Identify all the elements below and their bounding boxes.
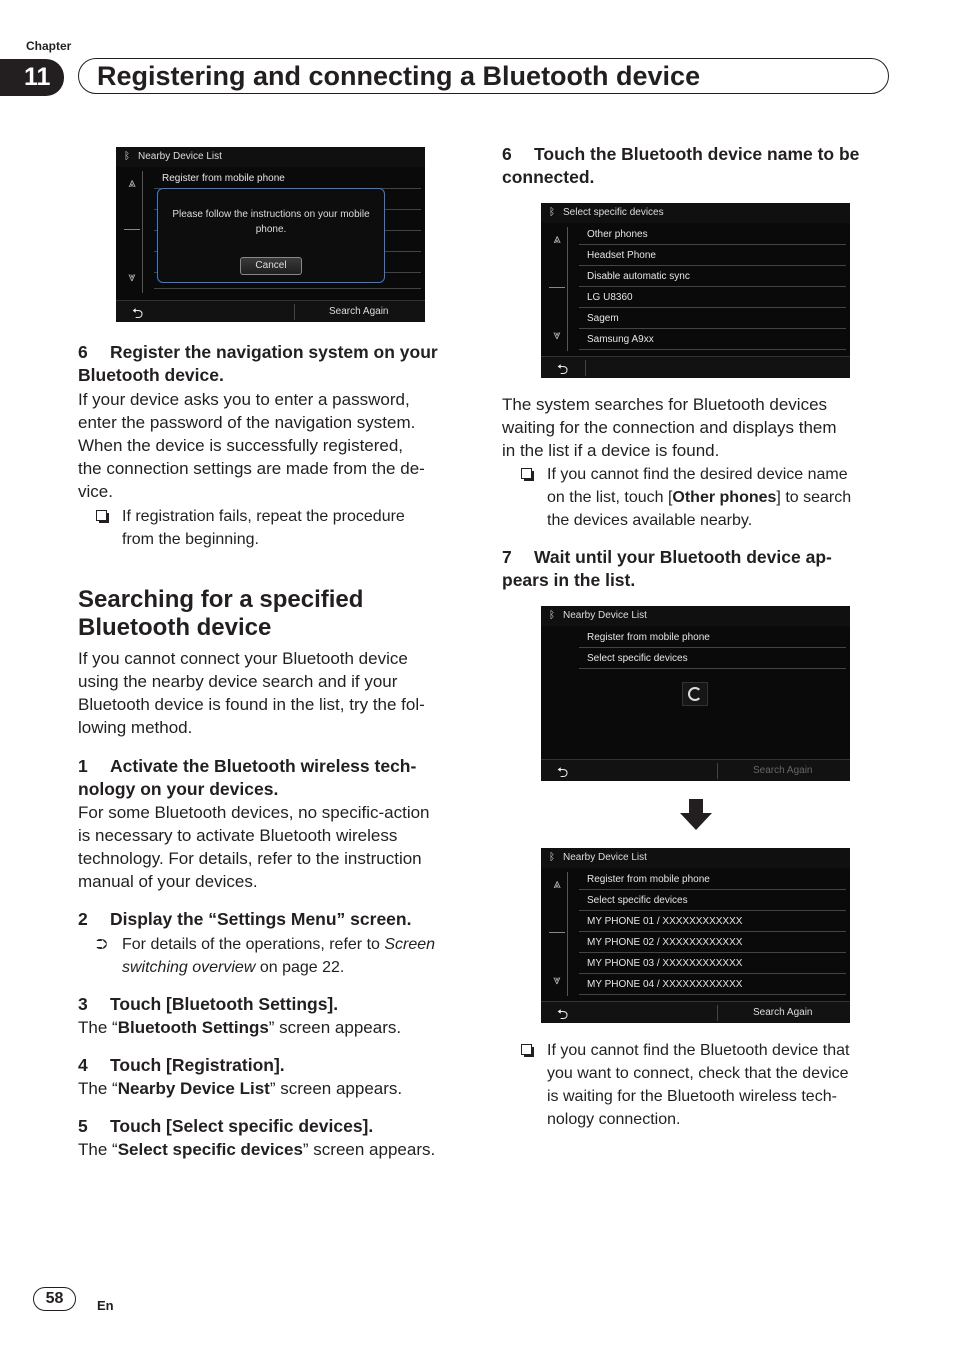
note-checkbox-icon xyxy=(521,1044,532,1055)
search-again-button[interactable]: Search Again xyxy=(753,1007,813,1018)
step-heading xyxy=(78,1054,468,1077)
scroll-divider xyxy=(549,932,565,933)
bluetooth-icon: ᛒ xyxy=(549,610,555,621)
body-paragraph xyxy=(78,388,468,503)
step-heading xyxy=(78,755,468,801)
step-number: 4 xyxy=(78,1055,88,1075)
text-line: The system searches for Bluetooth devices xyxy=(502,395,828,414)
bluetooth-icon: ᛒ xyxy=(549,207,555,218)
text-line: If you cannot connect your Bluetooth device xyxy=(78,649,408,668)
text-line: For some Bluetooth devices, no specific-action xyxy=(78,803,430,822)
screenshot-nearby-device-list-dialog xyxy=(116,147,425,322)
list-item[interactable]: MY PHONE 03 / XXXXXXXXXXXX xyxy=(579,953,846,974)
text-line: the connection settings are made from the de- xyxy=(78,459,425,478)
text: on the list, touch [ xyxy=(547,489,673,506)
screen-title-bar xyxy=(541,848,850,868)
body-paragraph xyxy=(78,1077,468,1100)
text-line: the devices available nearby. xyxy=(547,512,753,529)
text-line: manual of your devices. xyxy=(78,872,258,891)
step-heading xyxy=(78,908,468,931)
text-line: from the beginning. xyxy=(122,531,259,548)
list-item[interactable]: Headset Phone xyxy=(579,245,846,266)
page-number: 58 xyxy=(33,1287,76,1311)
list-item[interactable]: MY PHONE 04 / XXXXXXXXXXXX xyxy=(579,974,846,995)
search-again-button[interactable]: Search Again xyxy=(753,765,813,776)
scroll-divider xyxy=(549,287,565,288)
device-list xyxy=(579,869,846,995)
step-number: 7 xyxy=(502,547,512,567)
reference-link[interactable]: switching overview xyxy=(122,959,256,976)
screenshot-select-specific-devices xyxy=(541,203,850,378)
body-paragraph xyxy=(78,1138,468,1161)
step-heading xyxy=(78,993,468,1016)
text-line: nology connection. xyxy=(547,1111,681,1128)
back-icon[interactable]: ⮌ xyxy=(557,1006,569,1022)
text-line: Bluetooth device is found in the list, try the fol- xyxy=(78,695,425,714)
scroll-up-icon[interactable]: ⩓ xyxy=(553,876,561,891)
text: on page 22. xyxy=(255,959,345,976)
reference-link[interactable]: Screen xyxy=(384,936,436,953)
step-title: Display the “Settings Menu” screen. xyxy=(110,909,412,929)
arrow-down-icon xyxy=(680,799,712,831)
language-code: En xyxy=(97,1298,114,1313)
dialog-line: Please follow the instructions on your mobile xyxy=(172,209,370,220)
back-icon[interactable]: ⮌ xyxy=(557,764,569,780)
screen-title-bar xyxy=(541,606,850,626)
list-item[interactable]: Register from mobile phone xyxy=(579,627,846,648)
text: For details of the operations, refer to xyxy=(122,936,385,953)
text-line: If your device asks you to enter a password, xyxy=(78,390,410,409)
list-item[interactable]: Sagem xyxy=(579,308,846,329)
text: ” screen appears. xyxy=(302,1140,436,1159)
step-title: connected. xyxy=(502,167,595,187)
text-line: technology. For details, refer to the instruction xyxy=(78,849,422,868)
scroll-bar[interactable] xyxy=(546,872,568,996)
list-item[interactable]: Select specific devices xyxy=(579,890,846,911)
bluetooth-icon: ᛒ xyxy=(124,151,130,162)
heading-line: Searching for a specified xyxy=(78,586,364,613)
note-checkbox-icon xyxy=(96,510,107,521)
loading-spinner-icon xyxy=(682,682,708,706)
text-line: you want to connect, check that the device xyxy=(547,1065,849,1082)
step-title: Touch [Registration]. xyxy=(110,1055,285,1075)
note xyxy=(547,1039,892,1131)
back-icon[interactable]: ⮌ xyxy=(132,305,144,321)
list-item[interactable]: Register from mobile phone xyxy=(154,168,421,189)
text-line: If you cannot find the desired device name xyxy=(547,466,848,483)
device-list xyxy=(579,627,846,669)
list-item[interactable]: Select specific devices xyxy=(579,648,846,669)
screen-title-bar xyxy=(116,147,425,167)
scroll-down-icon[interactable]: ⩔ xyxy=(128,269,136,284)
bluetooth-icon: ᛒ xyxy=(549,852,555,863)
list-item[interactable]: Samsung A9xx xyxy=(579,329,846,350)
bold-term: Bluetooth Settings xyxy=(117,1018,269,1037)
step-heading xyxy=(78,341,468,387)
divider xyxy=(585,360,586,376)
step-number: 1 xyxy=(78,756,88,776)
text-line: enter the password of the navigation system. xyxy=(78,413,416,432)
scroll-up-icon[interactable]: ⩓ xyxy=(128,175,136,190)
step-title: nology on your devices. xyxy=(78,779,279,799)
text-line: in the list if a device is found. xyxy=(502,441,720,460)
text: ” screen appears. xyxy=(269,1079,403,1098)
list-item[interactable]: LG U8360 xyxy=(579,287,846,308)
step-number: 6 xyxy=(78,342,88,362)
step-title: Bluetooth device. xyxy=(78,365,224,385)
scroll-bar[interactable] xyxy=(546,227,568,351)
cancel-button[interactable]: Cancel xyxy=(240,257,302,275)
note xyxy=(122,505,462,551)
scroll-down-icon[interactable]: ⩔ xyxy=(553,972,561,987)
dialog-message xyxy=(158,207,384,237)
step-title: Touch [Select specific devices]. xyxy=(110,1116,374,1136)
scroll-bar[interactable] xyxy=(121,171,143,293)
dialog-line: phone. xyxy=(255,224,287,235)
text: ” screen appears. xyxy=(268,1018,402,1037)
scroll-down-icon[interactable]: ⩔ xyxy=(553,327,561,342)
step-title: Activate the Bluetooth wireless tech- xyxy=(110,756,417,776)
screen-footer xyxy=(116,300,425,322)
cross-reference xyxy=(96,933,467,979)
step-heading xyxy=(502,546,902,592)
screenshot-nearby-device-list-results xyxy=(541,848,850,1023)
step-number: 5 xyxy=(78,1116,88,1136)
step-title: pears in the list. xyxy=(502,570,636,590)
list-item[interactable]: Disable automatic sync xyxy=(579,266,846,287)
step-number: 3 xyxy=(78,994,88,1014)
step-title: Touch the Bluetooth device name to be xyxy=(534,144,860,164)
back-icon[interactable]: ⮌ xyxy=(557,361,569,377)
text-line: is necessary to activate Bluetooth wireless xyxy=(78,826,398,845)
text: The “ xyxy=(78,1079,118,1098)
screen-title-bar xyxy=(541,203,850,223)
body-paragraph xyxy=(502,393,902,462)
screen-title: Select specific devices xyxy=(563,207,664,218)
note-checkbox-icon xyxy=(521,468,532,479)
bold-term: Nearby Device List xyxy=(117,1079,270,1098)
instruction-dialog xyxy=(157,188,385,283)
divider xyxy=(294,304,295,320)
divider xyxy=(717,1005,718,1021)
heading-line: Bluetooth device xyxy=(78,614,272,641)
scroll-up-icon[interactable]: ⩓ xyxy=(553,231,561,246)
note xyxy=(547,463,892,532)
text-line: is waiting for the Bluetooth wireless tech- xyxy=(547,1088,837,1105)
chapter-label: Chapter xyxy=(26,39,72,53)
device-list xyxy=(579,224,846,350)
bold-term: Other phones xyxy=(672,489,777,506)
step-number: 6 xyxy=(502,144,512,164)
list-item[interactable]: Other phones xyxy=(579,224,846,245)
step-title: Register the navigation system on your xyxy=(110,342,438,362)
text-line: If you cannot find the Bluetooth device that xyxy=(547,1042,850,1059)
screen-title: Nearby Device List xyxy=(563,852,647,863)
list-item[interactable]: MY PHONE 02 / XXXXXXXXXXXX xyxy=(579,932,846,953)
body-paragraph xyxy=(78,801,468,893)
step-heading xyxy=(78,1115,468,1138)
chapter-number: 11 xyxy=(0,59,64,96)
body-paragraph xyxy=(78,1016,468,1039)
text: The “ xyxy=(78,1018,118,1037)
screenshot-nearby-device-list-searching xyxy=(541,606,850,781)
text: ] to search xyxy=(776,489,852,506)
screen-footer xyxy=(541,1001,850,1023)
bold-term: Select specific devices xyxy=(117,1140,303,1159)
list-item[interactable]: Register from mobile phone xyxy=(579,869,846,890)
chapter-title: Registering and connecting a Bluetooth device xyxy=(97,61,701,91)
text-line: If registration fails, repeat the procedure xyxy=(122,508,405,525)
chapter-title-box xyxy=(78,58,889,94)
text-line: using the nearby device search and if your xyxy=(78,672,398,691)
list-item[interactable]: MY PHONE 01 / XXXXXXXXXXXX xyxy=(579,911,846,932)
scroll-divider xyxy=(124,229,140,230)
text-line: When the device is successfully registered, xyxy=(78,436,404,455)
screen-title: Nearby Device List xyxy=(563,610,647,621)
screen-footer xyxy=(541,759,850,781)
text: The “ xyxy=(78,1140,118,1159)
reference-arrow-icon: ⮊ xyxy=(96,936,108,953)
text-line: lowing method. xyxy=(78,718,193,737)
text-line: waiting for the connection and displays them xyxy=(502,418,837,437)
step-title: Touch [Bluetooth Settings]. xyxy=(110,994,339,1014)
screen-footer xyxy=(541,356,850,378)
search-again-button[interactable]: Search Again xyxy=(329,306,389,317)
text-line: vice. xyxy=(78,482,113,501)
divider xyxy=(717,763,718,779)
step-heading xyxy=(502,143,902,189)
step-number: 2 xyxy=(78,909,88,929)
body-paragraph xyxy=(78,647,468,739)
section-heading xyxy=(78,586,468,642)
screen-title: Nearby Device List xyxy=(138,151,222,162)
step-title: Wait until your Bluetooth device ap- xyxy=(534,547,832,567)
